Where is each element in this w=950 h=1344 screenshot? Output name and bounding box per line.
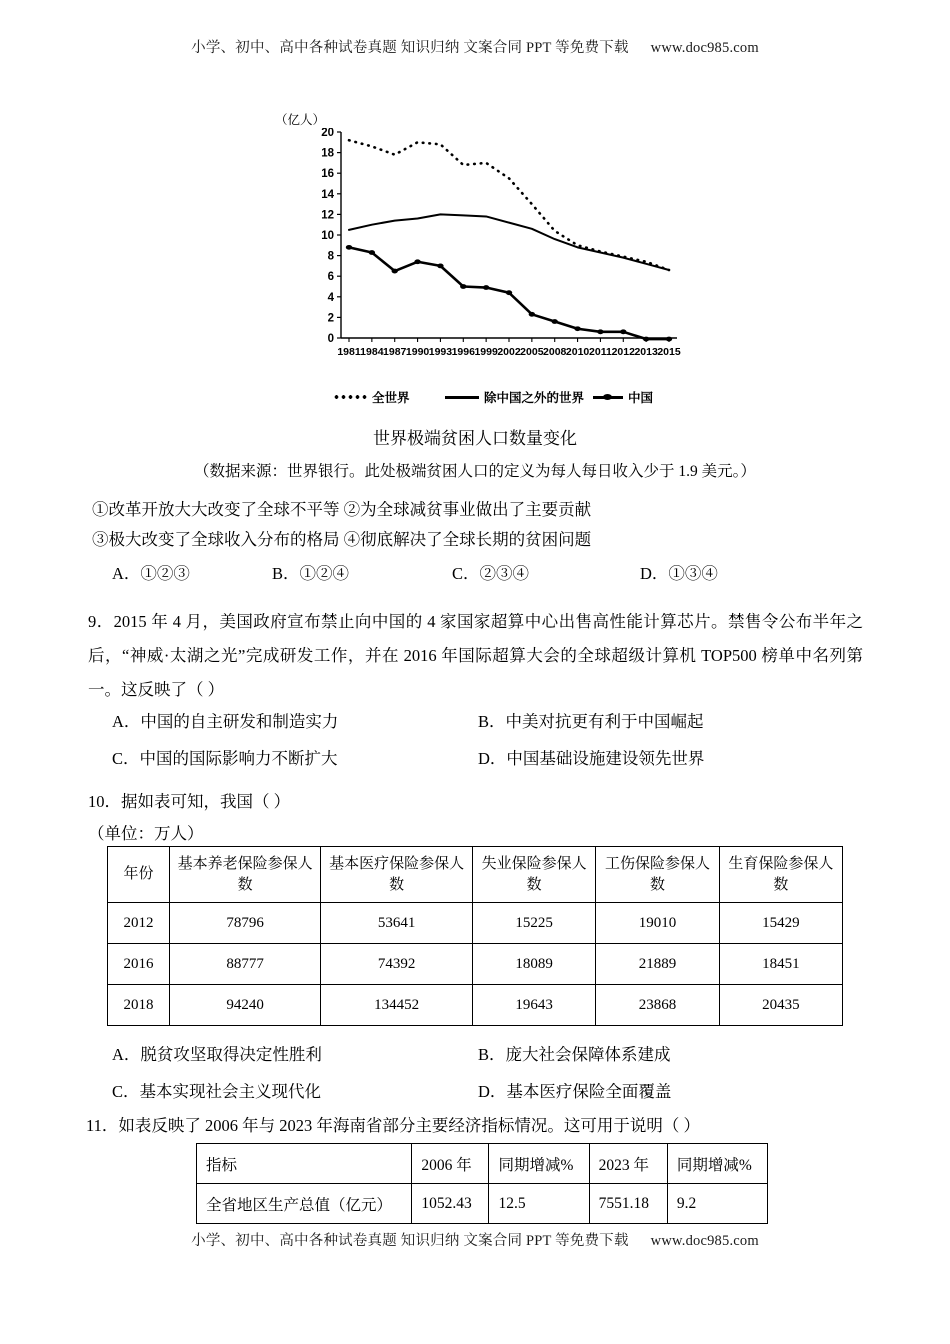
chart-title: 世界极端贫困人口数量变化 (373, 429, 577, 448)
q11-stem: 11．如表反映了 2006 年与 2023 年海南省部分主要经济指标情况。这可用于说明（ ） (86, 1116, 701, 1135)
q9-option-b[interactable]: B．中美对抗更有利于中国崛起 (478, 712, 704, 731)
cell-maternity: 15429 (719, 903, 842, 944)
q8-statement-line-2: ③极大改变了全球收入分布的格局 ④彻底解决了全球长期的贫困问题 (92, 530, 592, 549)
legend-label-world: 全世界 (372, 391, 410, 405)
svg-text:2012: 2012 (611, 346, 635, 358)
q9-option-c[interactable]: C．中国的国际影响力不断扩大 (112, 749, 338, 768)
svg-text:16: 16 (321, 168, 334, 181)
svg-text:1984: 1984 (360, 346, 384, 358)
q9-option-d[interactable]: D．中国基础设施建设领先世界 (478, 749, 705, 768)
chart-svg (309, 128, 681, 360)
svg-text:10: 10 (321, 230, 334, 242)
cell-medical: 53641 (321, 903, 473, 944)
svg-text:6: 6 (327, 271, 334, 284)
table-row (197, 1184, 768, 1224)
svg-text:2: 2 (327, 312, 334, 325)
chart-source-note: （数据来源：世界银行。此处极端贫困人口的定义为每人每日收入少于 1.9 美元。） (194, 463, 756, 480)
th-year-2023: 2023 年 (589, 1144, 667, 1184)
page-footer (0, 1229, 950, 1250)
legend-label-china: 中国 (628, 391, 654, 405)
chart-axes (341, 132, 677, 338)
cell-medical: 74392 (321, 944, 473, 985)
cell-pension: 88777 (170, 944, 321, 985)
chart-series-layer (346, 140, 672, 341)
th-injury: 工伤保险参保人数 (596, 847, 719, 903)
cell-2023-value: 7551.18 (589, 1184, 667, 1224)
cell-pension: 78796 (170, 903, 321, 944)
cell-year: 2018 (108, 985, 170, 1026)
q10-unit-note: （单位：万人） (88, 824, 204, 843)
table-header-row (197, 1144, 768, 1184)
svg-text:1981: 1981 (337, 346, 361, 358)
svg-text:2010: 2010 (565, 346, 590, 358)
th-year-2006: 2006 年 (412, 1144, 489, 1184)
legend-item-china (593, 388, 653, 406)
q8-option-a[interactable]: A．①②③ (112, 564, 190, 583)
cell-year: 2012 (108, 903, 170, 944)
q8-statement-line-1: ①改革开放大大改变了全球不平等 ②为全球减贫事业做出了主要贡献 (92, 500, 592, 519)
cell-unemployment: 18089 (473, 944, 596, 985)
svg-text:1987: 1987 (383, 346, 407, 358)
cell-2006-value: 1052.43 (412, 1184, 489, 1224)
table-row (108, 903, 843, 944)
th-indicator: 指标 (197, 1144, 412, 1184)
th-maternity: 生育保险参保人数 (719, 847, 842, 903)
chart-x-ticks (337, 338, 681, 358)
th-pension: 基本养老保险参保人数 (170, 847, 321, 903)
svg-text:2011: 2011 (589, 346, 612, 358)
legend-item-world-ex-china (445, 388, 584, 406)
th-change-2023: 同期增减% (667, 1144, 767, 1184)
svg-text:4: 4 (327, 291, 334, 304)
chart-y-unit-label: （亿人） (275, 113, 326, 127)
svg-text:1996: 1996 (451, 346, 475, 358)
svg-text:2015: 2015 (657, 346, 681, 358)
q9-option-a[interactable]: A．中国的自主研发和制造实力 (112, 712, 339, 731)
svg-text:18: 18 (321, 147, 334, 160)
cell-injury: 23868 (596, 985, 719, 1026)
q10-option-d[interactable]: D．基本医疗保险全面覆盖 (478, 1082, 672, 1101)
svg-text:8: 8 (327, 250, 334, 263)
page-footer-text: 小学、初中、高中各种试卷真题 知识归纳 文案合同 PPT 等免费下载 (191, 1233, 629, 1249)
chart-y-ticks (321, 128, 341, 345)
dotted-line-icon (333, 395, 367, 399)
table-row (108, 944, 843, 985)
page-header-url: www.doc985.com (650, 40, 759, 56)
q8-options (0, 560, 950, 584)
solid-line-icon (445, 396, 479, 399)
q8-option-c[interactable]: C．②③④ (452, 564, 530, 583)
q10-option-c[interactable]: C．基本实现社会主义现代化 (112, 1082, 322, 1101)
cell-medical: 134452 (321, 985, 473, 1026)
cell-indicator: 全省地区生产总值（亿元） (197, 1184, 412, 1224)
th-unemployment: 失业保险参保人数 (473, 847, 596, 903)
th-year: 年份 (108, 847, 170, 903)
svg-text:2013: 2013 (634, 346, 658, 358)
marker-line-icon (593, 394, 623, 400)
svg-text:1993: 1993 (428, 346, 453, 358)
legend-label-world-ex-china: 除中国之外的世界 (484, 391, 585, 405)
cell-unemployment: 19643 (473, 985, 596, 1026)
chart-legend (275, 388, 695, 408)
svg-text:2005: 2005 (520, 346, 544, 358)
hainan-economy-table (196, 1143, 768, 1224)
chart-plot-area (309, 128, 681, 360)
cell-unemployment: 15225 (473, 903, 596, 944)
cell-maternity: 20435 (719, 985, 842, 1026)
th-change-2006: 同期增减% (489, 1144, 589, 1184)
cell-injury: 19010 (596, 903, 719, 944)
svg-text:0: 0 (327, 333, 334, 345)
cell-pension: 94240 (170, 985, 321, 1026)
th-medical: 基本医疗保险参保人数 (321, 847, 473, 903)
cell-2023-change: 9.2 (667, 1184, 767, 1224)
table-row (108, 985, 843, 1026)
q8-option-b[interactable]: B．①②④ (272, 564, 350, 583)
page-footer-url: www.doc985.com (650, 1233, 759, 1249)
page-header (0, 36, 950, 57)
cell-injury: 21889 (596, 944, 719, 985)
cell-maternity: 18451 (719, 944, 842, 985)
svg-text:1999: 1999 (474, 346, 498, 358)
q10-option-b[interactable]: B．庞大社会保障体系建成 (478, 1045, 671, 1064)
cell-2006-change: 12.5 (489, 1184, 589, 1224)
svg-text:20: 20 (321, 128, 334, 139)
cell-year: 2016 (108, 944, 170, 985)
poverty-line-chart (275, 110, 685, 375)
q9-stem: 9．2015 年 4 月，美国政府宣布禁止向中国的 4 家国家超算中心出售高性能计算芯片。禁售令公布半年之后，“神威·太湖之光”完成研发工作，并在 2016 年国际超算大会的全球超级计算机 TOP500 榜单中名列第一。这反映了（ ） (88, 612, 863, 699)
social-insurance-table (107, 846, 843, 1026)
svg-text:14: 14 (321, 188, 334, 201)
q10-option-a[interactable]: A．脱贫攻坚取得决定性胜利 (112, 1045, 322, 1064)
q8-option-d[interactable]: D．①③④ (640, 564, 718, 583)
svg-text:2002: 2002 (497, 346, 521, 358)
svg-text:2008: 2008 (543, 346, 567, 358)
svg-text:1990: 1990 (405, 346, 430, 358)
legend-item-world (333, 388, 410, 406)
page-header-text: 小学、初中、高中各种试卷真题 知识归纳 文案合同 PPT 等免费下载 (191, 40, 629, 56)
q10-stem: 10．据如表可知，我国（ ） (88, 792, 291, 811)
svg-text:12: 12 (321, 209, 334, 222)
table-header-row (108, 847, 843, 903)
